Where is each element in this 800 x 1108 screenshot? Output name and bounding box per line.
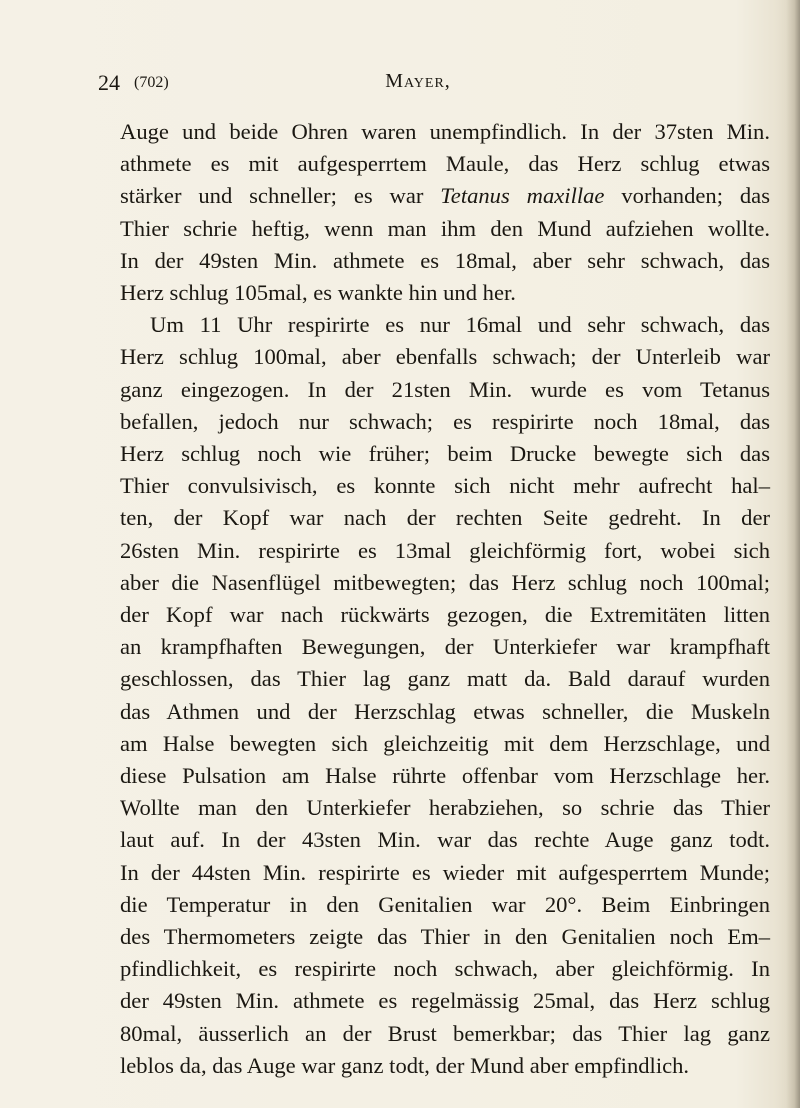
text-line: 26sten Min. respirirte es 13mal gleichförmig fort, wobei sich bbox=[120, 537, 770, 563]
text-line: an krampfhaften Bewegungen, der Unterkiefer war krampfhaft bbox=[120, 634, 770, 660]
italic-term: Tetanus maxillae bbox=[440, 183, 605, 209]
text-line: der Kopf war nach rückwärts gezogen, die Extremitäten litten bbox=[120, 602, 770, 628]
text-line: Herz schlug 105mal, es wankte hin und her. bbox=[120, 280, 516, 306]
text-line: Thier convulsivisch, es konnte sich nicht mehr aufrecht hal– bbox=[120, 473, 770, 499]
running-header bbox=[98, 70, 738, 100]
text-line: die Temperatur in den Genitalien war 20°. Beim Einbringen bbox=[120, 891, 770, 917]
text-line: 80mal, äusserlich an der Brust bemerkbar; das Thier lag ganz bbox=[120, 1020, 770, 1046]
running-title: Mayer, bbox=[385, 70, 451, 92]
text-line: das Athmen und der Herzschlag etwas schneller, die Muskeln bbox=[120, 698, 770, 724]
text-line: ten, der Kopf war nach der rechten Seite gedreht. In der bbox=[120, 505, 770, 531]
text-line: am Halse bewegten sich gleichzeitig mit dem Herzschlage, und bbox=[120, 730, 770, 756]
text-line: pfindlichkeit, es respirirte noch schwach, aber gleichförmig. In bbox=[120, 956, 770, 982]
text-line: Herz schlug 100mal, aber ebenfalls schwach; der Unterleib war bbox=[120, 344, 770, 370]
text-line: Herz schlug noch wie früher; beim Drucke bewegte sich das bbox=[120, 441, 770, 467]
body-text bbox=[120, 116, 770, 1082]
text-line: athmete es mit aufgesperrtem Maule, das Herz schlug etwas bbox=[120, 151, 770, 177]
page-number: 24 bbox=[98, 70, 120, 95]
text-line: In der 49sten Min. athmete es 18mal, aber sehr schwach, das bbox=[120, 247, 770, 273]
text-line: geschlossen, das Thier lag ganz matt da. Bald darauf wurden bbox=[120, 666, 770, 692]
text-line: Thier schrie heftig, wenn man ihm den Mund aufziehen wollte. bbox=[120, 215, 770, 241]
text-line: Wollte man den Unterkiefer herabziehen, so schrie das Thier bbox=[120, 795, 770, 821]
text-line: Auge und beide Ohren waren unempfindlich. In der 37sten Min. bbox=[120, 119, 770, 144]
text-line: In der 44sten Min. respirirte es wieder mit aufgesperrtem Munde; bbox=[120, 859, 770, 885]
text-line: aber die Nasenflügel mitbewegten; das Herz schlug noch 100mal; bbox=[120, 569, 770, 595]
text-line-with-italic: stärker und schneller; es war Tetanus maxillae vorhanden; das bbox=[120, 183, 770, 209]
page-edge-shadow bbox=[786, 0, 800, 1108]
text-line: diese Pulsation am Halse rührte offenbar vom Herzschlage her. bbox=[120, 763, 770, 789]
text-line: leblos da, das Auge war ganz todt, der Mund aber empfindlich. bbox=[120, 1052, 690, 1078]
text-line: ganz eingezogen. In der 21sten Min. wurde es vom Tetanus bbox=[120, 376, 770, 402]
text-line: laut auf. In der 43sten Min. war das rechte Auge ganz todt. bbox=[120, 827, 770, 853]
text-line: der 49sten Min. athmete es regelmässig 25mal, das Herz schlug bbox=[120, 988, 770, 1014]
text-line: Um 11 Uhr respirirte es nur 16mal und sehr schwach, das bbox=[150, 312, 770, 338]
text-line: des Thermometers zeigte das Thier in den Genitalien noch Em– bbox=[120, 924, 770, 950]
original-page-number: (702) bbox=[134, 74, 169, 91]
text-line: befallen, jedoch nur schwach; es respirirte noch 18mal, das bbox=[120, 408, 770, 434]
